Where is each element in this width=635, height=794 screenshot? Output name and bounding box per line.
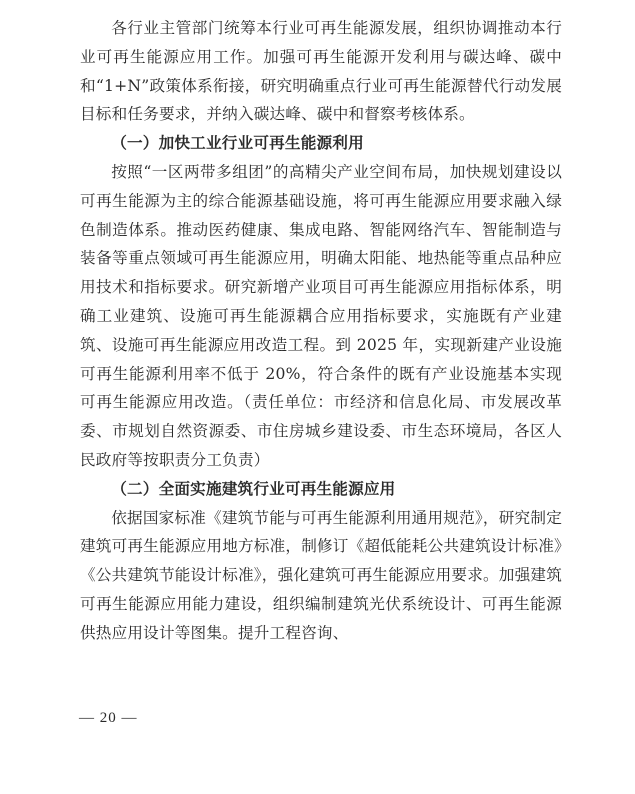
paragraph-industry: 按照“一区两带多组团”的高精尖产业空间布局，加快规划建设以可再生能源为主的综合能源基础设施，将可再生能源应用要求融入绿色制造体系。推动医药健康、集成电路、智能网络汽车、智能制造与装备等重点领域可再生能源应用，明确太阳能、地热能等重点品种应用技术和指标要求。研究新增产业项目可再生能源应用指标体系，明确工业建筑、设施可再生能源耦合应用指标要求，实施既有产业建筑、设施可再生能源应用改造工程。到 2025 年，实现新建产业设施可再生能源利用率不低于 20%，符合条件的既有产业设施基本实现可再生能源应用改造。（责任单位：市经济和信息化局、市发展改革委、市规划自然资源委、市住房城乡建设委、市生态环境局，各区人民政府等按职责分工负责）: [80, 162, 562, 469]
section-heading-building: （二）全面实施建筑行业可再生能源应用: [111, 478, 396, 498]
paragraph-coordination: 各行业主管部门统筹本行业可再生能源发展，组织协调推动本行业可再生能源应用工作。加强可再生能源开发利用与碳达峰、碳中和“1+N”政策体系衔接，研究明确重点行业可再生能源替代行动发展目标和任务要求，并纳入碳达峰、碳中和督察考核体系。: [80, 19, 562, 124]
paragraph-building: 依据国家标准《建筑节能与可再生能源利用通用规范》，研究制定建筑可再生能源应用地方标准，制修订《超低能耗公共建筑设计标准》《公共建筑节能设计标准》，强化建筑可再生能源应用要求。加强建筑可再生能源应用能力建设，组织编制建筑光伏系统设计、可再生能源供热应用设计等图集。提升工程咨询、: [80, 508, 562, 642]
document-body: [80, 14, 562, 648]
section-heading-industry: （一）加快工业行业可再生能源利用: [111, 133, 364, 153]
page-number: — 20 —: [79, 710, 138, 726]
